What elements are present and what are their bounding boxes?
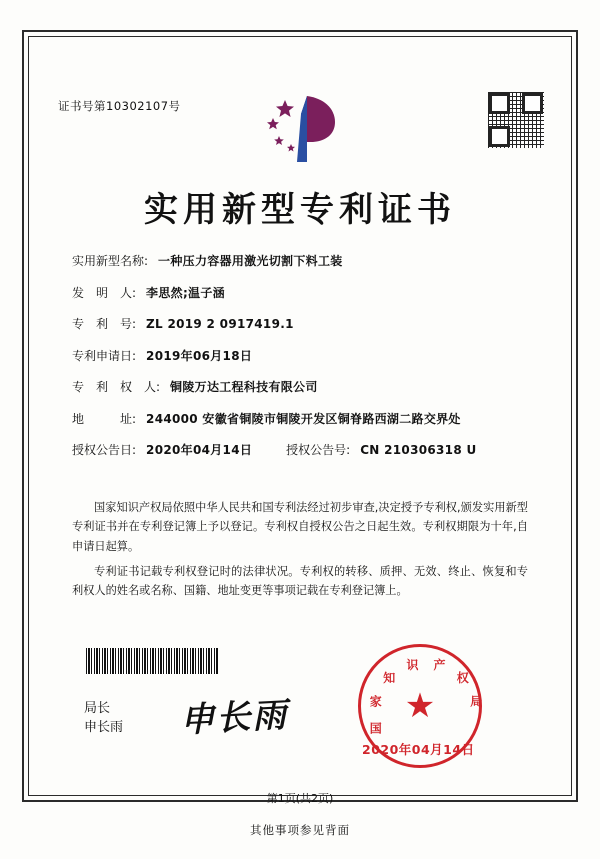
patent-office-logo-icon [257,92,343,166]
field-row [72,315,532,332]
director-label-line1: 局长 [84,701,111,716]
field-row [72,252,532,269]
seal-ring-text: 国 家 知 识 产 权 局 [369,657,483,736]
seal-star-icon: ★ [404,686,436,726]
field-value: ZL 2019 2 0917419.1 [146,317,294,331]
field-value: 一种压力容器用激光切割下料工装 [158,254,343,268]
field-label: 发 明 人: [72,285,137,300]
field-label-grant-date: 授权公告日: [72,443,137,457]
field-label: 专 利 权 人: [72,380,161,394]
field-value: 李思然;温子涵 [146,285,225,300]
qr-corner-icon [489,126,510,147]
field-label-grant-no: 授权公告号: [286,443,351,457]
legal-paragraph-2: 专利证书记载专利权登记时的法律状况。专利权的转移、质押、无效、终止、恢复和专利权人的姓名或名称、国籍、地址变更等事项记载在专利登记簿上。 [72,564,528,598]
legal-paragraph-1: 国家知识产权局依照中华人民共和国专利法经过初步审查,决定授予专利权,颁发实用新型专利证书并在专利登记簿上予以登记。专利权自授权公告之日起生效。专利权期限为十年,自申请日起算。 [72,501,528,553]
legal-text [72,498,528,606]
field-label: 专利申请日: [72,348,137,363]
field-row [72,378,532,395]
field-row-dual [72,441,532,458]
seal-date: 2020年04月14日 [362,742,475,757]
field-label: 地 址: [72,411,137,426]
field-label: 专 利 号: [72,317,137,331]
page-title: 实用新型专利证书 [144,190,456,230]
field-label: 实用新型名称: [72,254,149,268]
footer-note: 其他事项参见背面 [250,823,350,837]
field-row [72,347,532,364]
field-list [72,252,532,473]
page-number: 第1页(共2页) [266,792,334,805]
certificate-number: 证书号第10302107号 [58,99,181,113]
qr-code-icon [488,92,544,148]
field-value: 2019年06月18日 [146,348,253,363]
field-row [72,284,532,301]
barcode-icon [86,648,218,674]
director-label [84,700,123,738]
field-row [72,410,532,427]
director-signature: 申长雨 [179,695,290,741]
field-value: 铜陵万达工程科技有限公司 [170,380,318,394]
director-label-line2: 申长雨 [84,719,124,735]
field-value-grant-no: CN 210306318 U [360,443,477,457]
field-value-grant-date: 2020年04月14日 [146,443,253,457]
field-value: 244000 安徽省铜陵市铜陵开发区铜脊路西湖二路交界处 [146,411,461,426]
